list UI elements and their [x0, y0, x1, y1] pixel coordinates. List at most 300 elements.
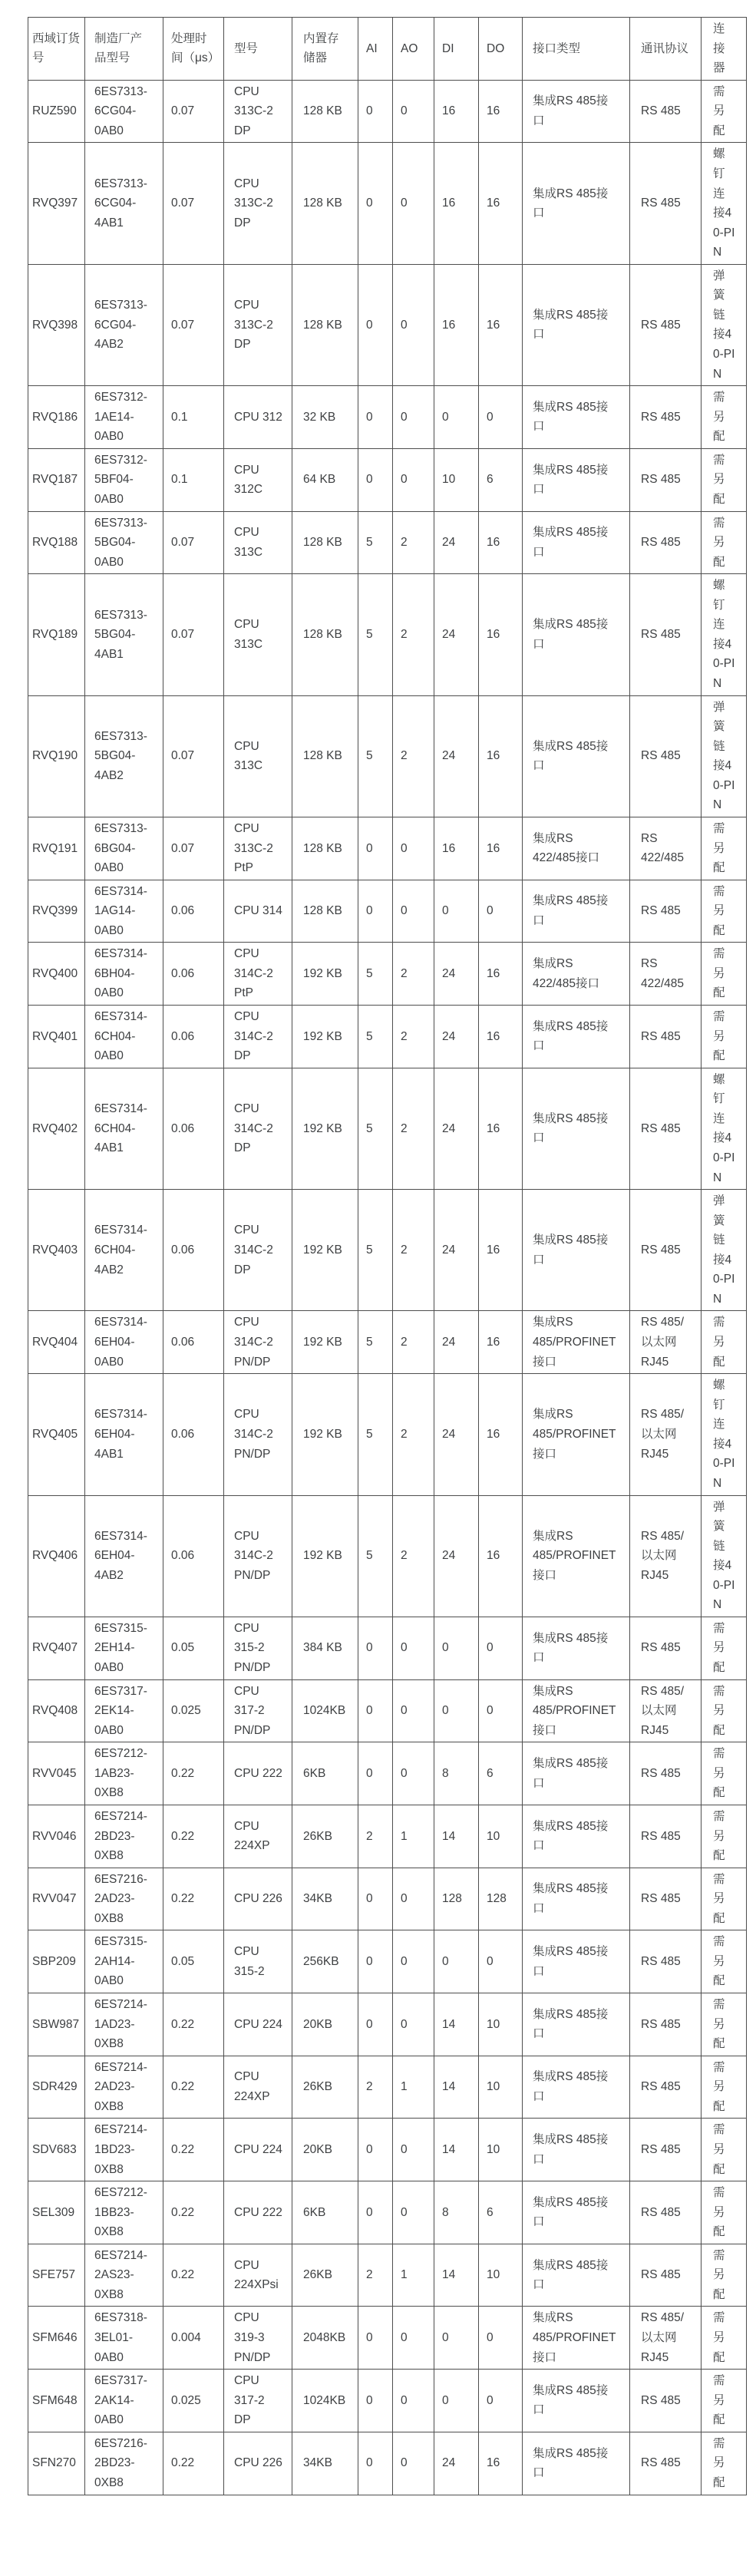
- table-row: [28, 1993, 747, 2056]
- cell-mfr-part-no: 6ES7214-1BD23-0XB8: [85, 2119, 163, 2181]
- cell-connector: 需另配: [702, 1617, 747, 1679]
- cell-di: 24: [434, 1374, 479, 1495]
- cell-order-no: RVQ408: [28, 1679, 85, 1742]
- cell-model: CPU 226: [224, 2432, 292, 2495]
- cell-interface-type: 集成RS 422/485接口: [523, 817, 630, 880]
- cell-ai: 0: [358, 264, 393, 385]
- cell-interface-type: 集成RS 485接口: [523, 264, 630, 385]
- cell-processing-time: 0.06: [163, 1190, 224, 1311]
- cell-model: CPU 226: [224, 1868, 292, 1930]
- cell-ai: 0: [358, 1993, 393, 2056]
- cell-ao: 0: [393, 1679, 434, 1742]
- cell-order-no: RVQ400: [28, 943, 85, 1006]
- cell-ai: 0: [358, 817, 393, 880]
- column-header-di: DI: [434, 18, 479, 81]
- cell-order-no: RVQ404: [28, 1311, 85, 1374]
- cell-protocol: RS 485: [630, 143, 702, 264]
- cell-processing-time: 0.07: [163, 511, 224, 574]
- cell-order-no: RVQ401: [28, 1006, 85, 1068]
- cell-protocol: RS 485/以太网RJ45: [630, 1679, 702, 1742]
- cell-interface-type: 集成RS 485接口: [523, 448, 630, 511]
- cell-connector: 需另配: [702, 1993, 747, 2056]
- cell-do: 16: [479, 1311, 523, 1374]
- cell-protocol: RS 485: [630, 2181, 702, 2244]
- cell-ao: 2: [393, 1190, 434, 1311]
- cell-di: 24: [434, 511, 479, 574]
- cell-mfr-part-no: 6ES7314-6EH04-0AB0: [85, 1311, 163, 1374]
- cell-processing-time: 0.06: [163, 1374, 224, 1495]
- cell-mfr-part-no: 6ES7314-6CH04-4AB1: [85, 1068, 163, 1189]
- cell-mfr-part-no: 6ES7214-2BD23-0XB8: [85, 1805, 163, 1868]
- cell-connector: 弹簧链接40-PIN: [702, 264, 747, 385]
- cell-protocol: RS 485: [630, 695, 702, 817]
- cell-interface-type: 集成RS 485/PROFINET接口: [523, 2307, 630, 2370]
- cell-di: 10: [434, 448, 479, 511]
- column-header-processing-time: 处理时间（μs）: [163, 18, 224, 81]
- cell-model: CPU 224: [224, 2119, 292, 2181]
- cell-protocol: RS 485: [630, 1068, 702, 1189]
- cell-model: CPU 312: [224, 386, 292, 449]
- cell-ai: 5: [358, 943, 393, 1006]
- cell-mfr-part-no: 6ES7315-2AH14-0AB0: [85, 1930, 163, 1993]
- cell-order-no: RVQ407: [28, 1617, 85, 1679]
- cell-memory: 128 KB: [292, 880, 358, 943]
- cell-do: 16: [479, 817, 523, 880]
- cell-connector: 螺钉连接40-PIN: [702, 1374, 747, 1495]
- cell-order-no: RVQ402: [28, 1068, 85, 1189]
- cell-protocol: RS 485: [630, 2244, 702, 2307]
- cell-ai: 0: [358, 386, 393, 449]
- cell-processing-time: 0.06: [163, 1068, 224, 1189]
- cell-di: 128: [434, 1868, 479, 1930]
- cell-di: 24: [434, 2432, 479, 2495]
- cell-ai: 0: [358, 2119, 393, 2181]
- cell-processing-time: 0.06: [163, 943, 224, 1006]
- cell-mfr-part-no: 6ES7313-6BG04-0AB0: [85, 817, 163, 880]
- cell-connector: 需另配: [702, 2370, 747, 2432]
- table-row: [28, 143, 747, 264]
- cell-ao: 2: [393, 1311, 434, 1374]
- cell-interface-type: 集成RS 485接口: [523, 1006, 630, 1068]
- cell-processing-time: 0.06: [163, 880, 224, 943]
- cell-order-no: RVQ190: [28, 695, 85, 817]
- cell-do: 6: [479, 448, 523, 511]
- cell-protocol: RS 485: [630, 80, 702, 143]
- table-row: [28, 1006, 747, 1068]
- cell-model: CPU 314: [224, 880, 292, 943]
- cell-processing-time: 0.004: [163, 2307, 224, 2370]
- cell-order-no: SDR429: [28, 2056, 85, 2119]
- cell-processing-time: 0.07: [163, 264, 224, 385]
- cell-do: 10: [479, 1805, 523, 1868]
- cell-mfr-part-no: 6ES7314-6BH04-0AB0: [85, 943, 163, 1006]
- cell-mfr-part-no: 6ES7314-6CH04-0AB0: [85, 1006, 163, 1068]
- cell-mfr-part-no: 6ES7314-1AG14-0AB0: [85, 880, 163, 943]
- cell-connector: 需另配: [702, 1930, 747, 1993]
- cell-di: 14: [434, 2244, 479, 2307]
- cell-do: 128: [479, 1868, 523, 1930]
- cell-order-no: RVQ405: [28, 1374, 85, 1495]
- table-row: [28, 2370, 747, 2432]
- cell-memory: 20KB: [292, 2119, 358, 2181]
- cell-processing-time: 0.22: [163, 2119, 224, 2181]
- cell-interface-type: 集成RS 485接口: [523, 2244, 630, 2307]
- cell-memory: 384 KB: [292, 1617, 358, 1679]
- cell-ai: 0: [358, 2432, 393, 2495]
- cell-mfr-part-no: 6ES7312-1AE14-0AB0: [85, 386, 163, 449]
- table-row: [28, 2432, 747, 2495]
- cell-ai: 5: [358, 574, 393, 695]
- cell-processing-time: 0.22: [163, 1993, 224, 2056]
- cell-mfr-part-no: 6ES7313-6CG04-4AB1: [85, 143, 163, 264]
- cell-protocol: RS 485: [630, 1805, 702, 1868]
- cell-protocol: RS 422/485: [630, 943, 702, 1006]
- cell-mfr-part-no: 6ES7313-5BG04-0AB0: [85, 511, 163, 574]
- cell-memory: 128 KB: [292, 264, 358, 385]
- cell-order-no: SBW987: [28, 1993, 85, 2056]
- cell-order-no: RVV046: [28, 1805, 85, 1868]
- cell-ao: 2: [393, 943, 434, 1006]
- cell-protocol: RS 485: [630, 448, 702, 511]
- cell-interface-type: 集成RS 485接口: [523, 2432, 630, 2495]
- cell-memory: 20KB: [292, 1993, 358, 2056]
- cell-interface-type: 集成RS 485接口: [523, 1068, 630, 1189]
- cell-ao: 1: [393, 2244, 434, 2307]
- cell-processing-time: 0.22: [163, 1805, 224, 1868]
- cell-connector: 需另配: [702, 1679, 747, 1742]
- cell-protocol: RS 485: [630, 511, 702, 574]
- table-row: [28, 448, 747, 511]
- cell-mfr-part-no: 6ES7216-2BD23-0XB8: [85, 2432, 163, 2495]
- cell-mfr-part-no: 6ES7314-6EH04-4AB2: [85, 1495, 163, 1617]
- cell-processing-time: 0.07: [163, 817, 224, 880]
- cell-order-no: RVQ397: [28, 143, 85, 264]
- column-header-ai: AI: [358, 18, 393, 81]
- cell-memory: 26KB: [292, 2244, 358, 2307]
- cell-do: 16: [479, 80, 523, 143]
- cell-protocol: RS 485: [630, 264, 702, 385]
- cell-processing-time: 0.07: [163, 695, 224, 817]
- cell-protocol: RS 485: [630, 1190, 702, 1311]
- cell-di: 24: [434, 943, 479, 1006]
- cell-ai: 0: [358, 1679, 393, 1742]
- cell-ao: 0: [393, 1930, 434, 1993]
- cell-di: 24: [434, 695, 479, 817]
- cell-mfr-part-no: 6ES7214-2AD23-0XB8: [85, 2056, 163, 2119]
- cell-do: 6: [479, 2181, 523, 2244]
- cell-do: 16: [479, 511, 523, 574]
- cell-interface-type: 集成RS 485接口: [523, 80, 630, 143]
- cell-ai: 0: [358, 1930, 393, 1993]
- cell-protocol: RS 422/485: [630, 817, 702, 880]
- table-row: [28, 1190, 747, 1311]
- table-row: [28, 386, 747, 449]
- cell-connector: 需另配: [702, 511, 747, 574]
- cell-connector: 弹簧链接40-PIN: [702, 1190, 747, 1311]
- cell-ai: 0: [358, 2307, 393, 2370]
- cell-processing-time: 0.07: [163, 80, 224, 143]
- cell-mfr-part-no: 6ES7212-1AB23-0XB8: [85, 1742, 163, 1805]
- table-row: [28, 817, 747, 880]
- cell-protocol: RS 485: [630, 2119, 702, 2181]
- cell-ai: 2: [358, 1805, 393, 1868]
- cell-order-no: SEL309: [28, 2181, 85, 2244]
- cell-processing-time: 0.07: [163, 574, 224, 695]
- table-row: [28, 574, 747, 695]
- cell-model: CPU 313C-2 DP: [224, 143, 292, 264]
- cell-mfr-part-no: 6ES7214-1AD23-0XB8: [85, 1993, 163, 2056]
- cell-ai: 0: [358, 143, 393, 264]
- cell-ai: 0: [358, 1617, 393, 1679]
- header-row: [28, 18, 747, 81]
- cell-model: CPU 319-3 PN/DP: [224, 2307, 292, 2370]
- cell-di: 0: [434, 1679, 479, 1742]
- cell-do: 0: [479, 1617, 523, 1679]
- cell-do: 16: [479, 1068, 523, 1189]
- cell-do: 0: [479, 880, 523, 943]
- cell-processing-time: 0.025: [163, 2370, 224, 2432]
- cell-di: 16: [434, 817, 479, 880]
- cell-connector: 需另配: [702, 448, 747, 511]
- cell-memory: 192 KB: [292, 943, 358, 1006]
- cell-ai: 0: [358, 1742, 393, 1805]
- table-row: [28, 2056, 747, 2119]
- cell-protocol: RS 485: [630, 1742, 702, 1805]
- cell-order-no: RVQ189: [28, 574, 85, 695]
- cell-di: 16: [434, 264, 479, 385]
- cell-interface-type: 集成RS 485接口: [523, 1805, 630, 1868]
- cell-interface-type: 集成RS 485接口: [523, 880, 630, 943]
- cell-memory: 128 KB: [292, 574, 358, 695]
- table-header: [28, 18, 747, 81]
- cell-interface-type: 集成RS 485接口: [523, 1617, 630, 1679]
- cell-interface-type: 集成RS 485接口: [523, 1742, 630, 1805]
- cell-interface-type: 集成RS 485接口: [523, 1190, 630, 1311]
- cell-di: 24: [434, 1006, 479, 1068]
- column-header-mfr-part-no: 制造厂产品型号: [85, 18, 163, 81]
- cell-connector: 需另配: [702, 2056, 747, 2119]
- cell-ao: 0: [393, 2307, 434, 2370]
- cell-model: CPU 222: [224, 1742, 292, 1805]
- cell-do: 16: [479, 1495, 523, 1617]
- cell-mfr-part-no: 6ES7317-2EK14-0AB0: [85, 1679, 163, 1742]
- table-row: [28, 80, 747, 143]
- cell-ao: 0: [393, 1868, 434, 1930]
- cell-memory: 192 KB: [292, 1495, 358, 1617]
- cell-ao: 0: [393, 2432, 434, 2495]
- cell-protocol: RS 485: [630, 1006, 702, 1068]
- cell-ao: 0: [393, 2119, 434, 2181]
- cell-do: 0: [479, 386, 523, 449]
- table-row: [28, 1930, 747, 1993]
- cell-order-no: RUZ590: [28, 80, 85, 143]
- cell-memory: 26KB: [292, 2056, 358, 2119]
- cell-ao: 2: [393, 1068, 434, 1189]
- cell-processing-time: 0.06: [163, 1495, 224, 1617]
- cell-order-no: SDV683: [28, 2119, 85, 2181]
- cell-memory: 192 KB: [292, 1190, 358, 1311]
- table-row: [28, 2307, 747, 2370]
- cell-memory: 34KB: [292, 1868, 358, 1930]
- cell-model: CPU 224: [224, 1993, 292, 2056]
- cell-processing-time: 0.22: [163, 2244, 224, 2307]
- cell-connector: 需另配: [702, 80, 747, 143]
- cell-di: 14: [434, 2056, 479, 2119]
- cell-ao: 0: [393, 80, 434, 143]
- cell-memory: 1024KB: [292, 2370, 358, 2432]
- cell-mfr-part-no: 6ES7314-6CH04-4AB2: [85, 1190, 163, 1311]
- cell-do: 0: [479, 2307, 523, 2370]
- cell-mfr-part-no: 6ES7216-2AD23-0XB8: [85, 1868, 163, 1930]
- cell-ai: 0: [358, 2181, 393, 2244]
- cell-memory: 2048KB: [292, 2307, 358, 2370]
- column-header-memory: 内置存储器: [292, 18, 358, 81]
- cell-ai: 5: [358, 511, 393, 574]
- cell-protocol: RS 485/以太网RJ45: [630, 1311, 702, 1374]
- cell-order-no: RVQ187: [28, 448, 85, 511]
- cell-ao: 0: [393, 264, 434, 385]
- cell-memory: 128 KB: [292, 817, 358, 880]
- cell-ai: 5: [358, 1311, 393, 1374]
- cell-ai: 0: [358, 1868, 393, 1930]
- cell-protocol: RS 485: [630, 2370, 702, 2432]
- cell-do: 16: [479, 695, 523, 817]
- cell-do: 10: [479, 1993, 523, 2056]
- cell-protocol: RS 485: [630, 1868, 702, 1930]
- cell-connector: 需另配: [702, 1742, 747, 1805]
- cell-connector: 需另配: [702, 1006, 747, 1068]
- cell-connector: 螺钉连接40-PIN: [702, 574, 747, 695]
- cell-do: 16: [479, 1006, 523, 1068]
- cell-model: CPU 314C-2 DP: [224, 1006, 292, 1068]
- table-row: [28, 1805, 747, 1868]
- table-row: [28, 1068, 747, 1189]
- cell-processing-time: 0.22: [163, 2181, 224, 2244]
- column-header-ao: AO: [393, 18, 434, 81]
- cell-connector: 需另配: [702, 943, 747, 1006]
- cell-connector: 需另配: [702, 880, 747, 943]
- cell-memory: 64 KB: [292, 448, 358, 511]
- cell-processing-time: 0.1: [163, 386, 224, 449]
- cell-ao: 2: [393, 1495, 434, 1617]
- cell-protocol: RS 485: [630, 2056, 702, 2119]
- cell-do: 6: [479, 1742, 523, 1805]
- column-header-connector: 连接器: [702, 18, 747, 81]
- cell-di: 24: [434, 574, 479, 695]
- cell-model: CPU 314C-2 PtP: [224, 943, 292, 1006]
- cell-ai: 0: [358, 80, 393, 143]
- cell-ai: 5: [358, 1190, 393, 1311]
- cell-di: 24: [434, 1068, 479, 1189]
- cell-do: 16: [479, 2432, 523, 2495]
- cell-do: 0: [479, 2370, 523, 2432]
- cell-di: 24: [434, 1495, 479, 1617]
- cell-mfr-part-no: 6ES7212-1BB23-0XB8: [85, 2181, 163, 2244]
- cell-do: 10: [479, 2244, 523, 2307]
- cell-connector: 需另配: [702, 817, 747, 880]
- cell-do: 10: [479, 2119, 523, 2181]
- table-row: [28, 695, 747, 817]
- cell-protocol: RS 485: [630, 880, 702, 943]
- cell-ai: 5: [358, 1495, 393, 1617]
- table-row: [28, 1374, 747, 1495]
- cell-interface-type: 集成RS 485/PROFINET接口: [523, 1679, 630, 1742]
- cell-model: CPU 314C-2 PN/DP: [224, 1374, 292, 1495]
- cell-di: 8: [434, 2181, 479, 2244]
- cell-ao: 0: [393, 880, 434, 943]
- cell-mfr-part-no: 6ES7214-2AS23-0XB8: [85, 2244, 163, 2307]
- cell-ao: 1: [393, 1805, 434, 1868]
- cell-model: CPU 317-2 PN/DP: [224, 1679, 292, 1742]
- cell-ao: 0: [393, 143, 434, 264]
- cell-order-no: RVQ398: [28, 264, 85, 385]
- cell-interface-type: 集成RS 485接口: [523, 2056, 630, 2119]
- cell-connector: 需另配: [702, 2244, 747, 2307]
- cell-model: CPU 313C-2 PtP: [224, 817, 292, 880]
- cell-processing-time: 0.22: [163, 1868, 224, 1930]
- cell-model: CPU 313C-2 DP: [224, 80, 292, 143]
- cell-mfr-part-no: 6ES7318-3EL01-0AB0: [85, 2307, 163, 2370]
- cell-connector: 需另配: [702, 1805, 747, 1868]
- cell-interface-type: 集成RS 485接口: [523, 1868, 630, 1930]
- table-row: [28, 1742, 747, 1805]
- table-body: [28, 80, 747, 2495]
- cell-memory: 192 KB: [292, 1374, 358, 1495]
- column-header-order-no: 西域订货号: [28, 18, 85, 81]
- cell-connector: 需另配: [702, 386, 747, 449]
- cell-memory: 34KB: [292, 2432, 358, 2495]
- cell-order-no: SFE757: [28, 2244, 85, 2307]
- cell-memory: 256KB: [292, 1930, 358, 1993]
- cell-interface-type: 集成RS 485接口: [523, 386, 630, 449]
- cell-mfr-part-no: 6ES7315-2EH14-0AB0: [85, 1617, 163, 1679]
- column-header-interface-type: 接口类型: [523, 18, 630, 81]
- table-row: [28, 511, 747, 574]
- cell-protocol: RS 485: [630, 1617, 702, 1679]
- cell-model: CPU 313C: [224, 695, 292, 817]
- cell-order-no: SFN270: [28, 2432, 85, 2495]
- cell-connector: 需另配: [702, 2307, 747, 2370]
- cell-protocol: RS 485: [630, 574, 702, 695]
- cell-connector: 螺钉连接40-PIN: [702, 143, 747, 264]
- cell-memory: 6KB: [292, 2181, 358, 2244]
- cell-model: CPU 315-2: [224, 1930, 292, 1993]
- cell-connector: 需另配: [702, 2119, 747, 2181]
- cell-model: CPU 313C: [224, 511, 292, 574]
- cell-memory: 192 KB: [292, 1311, 358, 1374]
- cell-order-no: RVV047: [28, 1868, 85, 1930]
- cell-do: 0: [479, 1679, 523, 1742]
- cell-ai: 5: [358, 1006, 393, 1068]
- table-row: [28, 1617, 747, 1679]
- cell-memory: 128 KB: [292, 143, 358, 264]
- cell-order-no: RVQ191: [28, 817, 85, 880]
- cell-model: CPU 314C-2 PN/DP: [224, 1495, 292, 1617]
- cell-mfr-part-no: 6ES7314-6EH04-4AB1: [85, 1374, 163, 1495]
- cell-processing-time: 0.1: [163, 448, 224, 511]
- cell-interface-type: 集成RS 485接口: [523, 511, 630, 574]
- cell-ao: 2: [393, 1006, 434, 1068]
- cell-ai: 2: [358, 2056, 393, 2119]
- cell-ai: 0: [358, 448, 393, 511]
- table-row: [28, 880, 747, 943]
- cell-di: 0: [434, 2307, 479, 2370]
- cell-mfr-part-no: 6ES7312-5BF04-0AB0: [85, 448, 163, 511]
- column-header-model: 型号: [224, 18, 292, 81]
- cell-order-no: RVV045: [28, 1742, 85, 1805]
- cell-di: 0: [434, 1617, 479, 1679]
- cell-processing-time: 0.22: [163, 2432, 224, 2495]
